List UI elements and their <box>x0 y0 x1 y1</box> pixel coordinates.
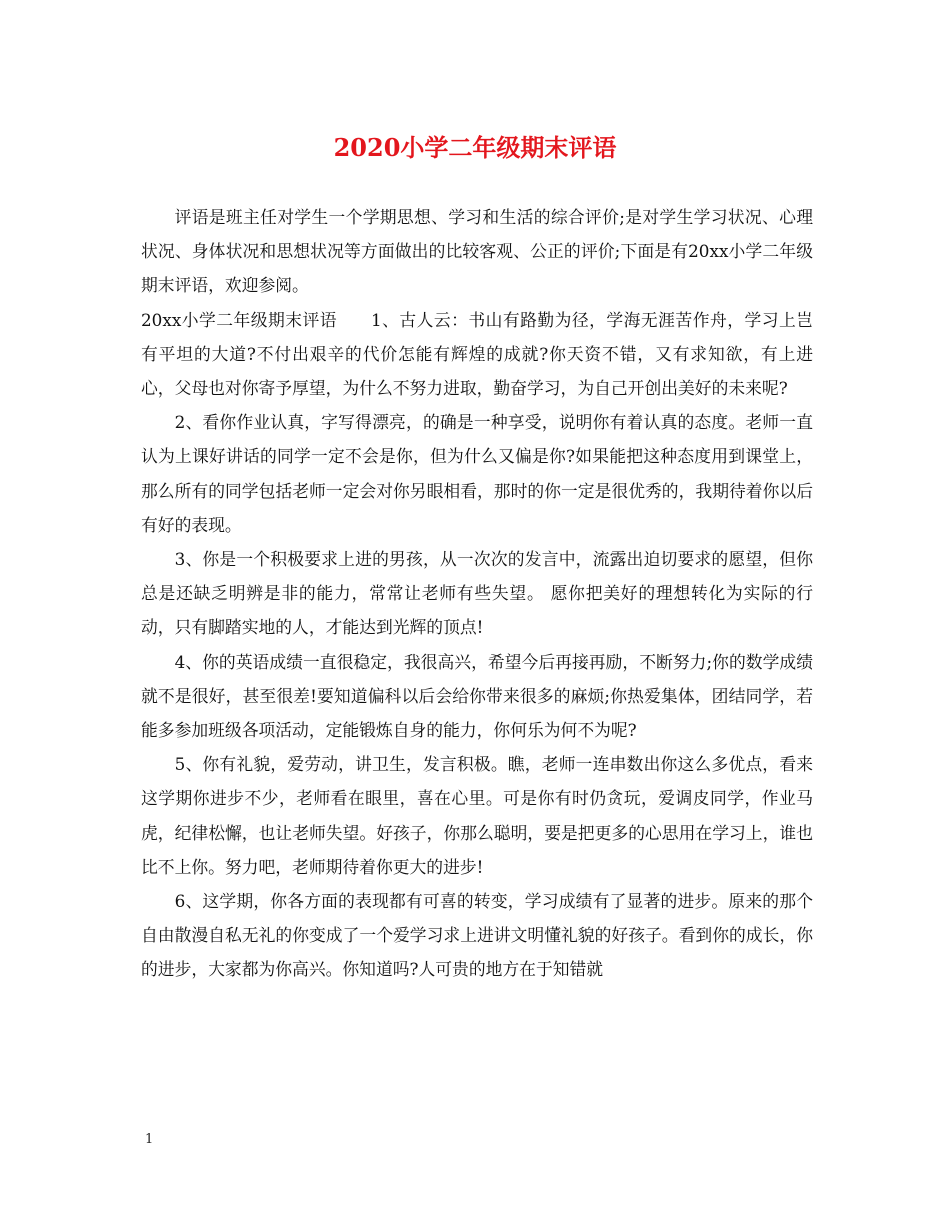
section-paragraph-1 <box>141 303 813 406</box>
document-title: 2020小学二年级期末评语 <box>333 133 617 162</box>
section-heading: 20xx小学二年级期末评语 <box>141 309 338 330</box>
page-number: 1 <box>145 1132 154 1147</box>
paragraph-4: 4、你的英语成绩一直很稳定，我很高兴，希望今后再接再励，不断努力;你的数学成绩就不是很好，甚至很差!要知道偏科以后会给你带来很多的麻烦;你热爱集体，团结同学，若能多参加班级各项活动，定能锻炼自身的能力，你何乐为何不为呢? <box>141 651 813 741</box>
intro-paragraph: 评语是班主任对学生一个学期思想、学习和生活的综合评价;是对学生学习状况、心理状况、身体状况和思想状况等方面做出的比较客观、公正的评价;下面是有20xx小学二年级期末评语，欢迎参阅。 <box>141 207 813 296</box>
paragraph-3: 3、你是一个积极要求上进的男孩，从一次次的发言中，流露出迫切要求的愿望，但你总是还缺乏明辨是非的能力，常常让老师有些失望。 愿你把美好的理想转化为实际的行动，只有脚踏实地的人，才能达到光辉的顶点! <box>141 549 813 638</box>
paragraph-6: 6、这学期，你各方面的表现都有可喜的转变，学习成绩有了显著的进步。原来的那个自由散漫自私无礼的你变成了一个爱学习求上进讲文明懂礼貌的好孩子。看到你的成长，你的进步，大家都为你高兴。你知道吗?人可贵的地方在于知错就 <box>141 891 813 980</box>
paragraph-2: 2、看你作业认真，字写得漂亮，的确是一种享受，说明你有着认真的态度。老师一直认为上课好讲话的同学一定不会是你，但为什么又偏是你?如果能把这种态度用到课堂上，那么所有的同学包括老师一定会对你另眼相看，那时的你一定是很优秀的，我期待着你以后有好的表现。 <box>141 412 813 535</box>
paragraph-1-text: 1、古人云：书山有路勤为径，学海无涯苦作舟，学习上岂有平坦的大道?不付出艰辛的代价怎能有辉煌的成就?你天资不错，又有求知欲，有上进心，父母也对你寄予厚望，为什么不努力进取，勤奋学习，为自己开创出美好的未来呢? <box>141 309 813 399</box>
paragraph-5: 5、你有礼貌，爱劳动，讲卫生，发言积极。瞧，老师一连串数出你这么多优点，看来这学期你进步不少，老师看在眼里，喜在心里。可是你有时仍贪玩，爱调皮同学，作业马虎，纪律松懈，也让老师失望。好孩子，你那么聪明，要是把更多的心思用在学习上，谁也比不上你。努力吧，老师期待着你更大的进步! <box>141 754 813 877</box>
document-body <box>141 200 813 987</box>
